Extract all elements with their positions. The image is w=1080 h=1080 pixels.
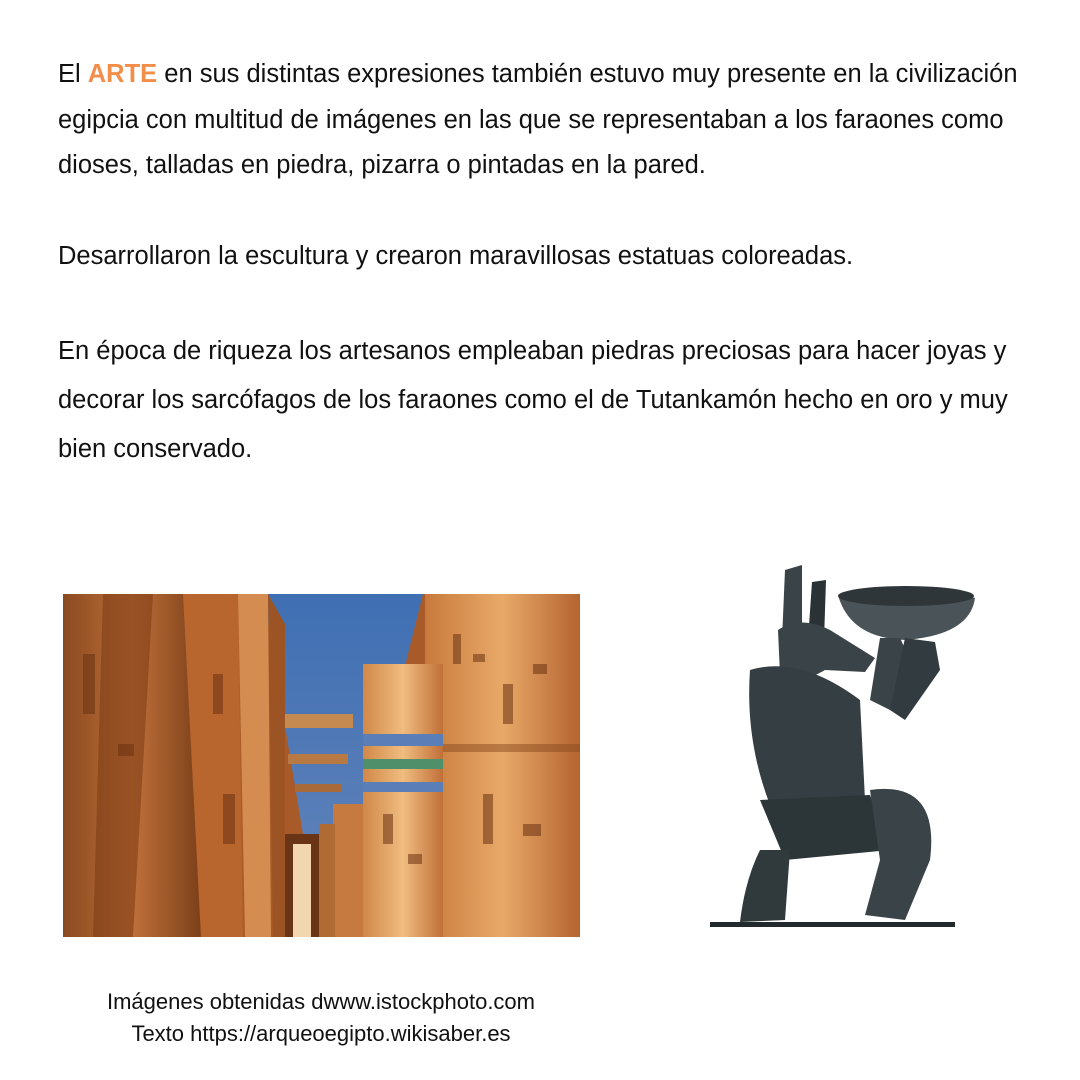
intro-paragraph <box>58 52 1048 189</box>
temple-columns-image <box>63 594 580 937</box>
sculpture-paragraph: Desarrollaron la escultura y crearon maravillosas estatuas coloreadas. <box>58 241 854 270</box>
intro-lead: El <box>58 60 88 88</box>
accent-word: ARTE <box>87 60 158 88</box>
image-credit: Imágenes obtenidas dwww.istockphoto.com <box>106 989 535 1014</box>
text-credit: Texto https://arqueoegipto.wikisaber.es <box>131 1021 511 1046</box>
riches-paragraph: En época de riqueza los artesanos empleaban piedras preciosas para hacer joyas y decorar los sarcófagos de los faraones como el de Tutankamón hecho en oro y muy bien conservado. <box>58 337 1008 463</box>
article-text <box>58 52 1048 474</box>
intro-rest: en sus distintas expresiones también estuvo muy presente en la civilización egipcia con multitud de imágenes en las que se representaban a los faraones como dioses, talladas en piedra, pizarra o pintadas en la pared. <box>58 60 1018 179</box>
anubis-statue-image <box>690 560 990 935</box>
credits <box>0 986 642 1050</box>
